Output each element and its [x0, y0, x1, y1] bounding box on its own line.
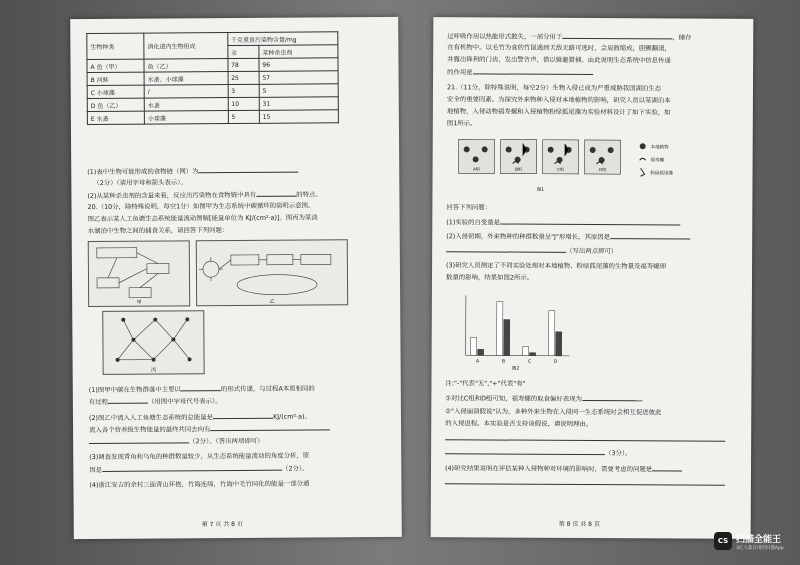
chart-bar — [471, 337, 477, 355]
chart-bar — [478, 349, 484, 355]
fig-label-jia: 甲 — [136, 299, 142, 306]
q1-text: (1)表中生物可能形成的食物链（网）为 — [87, 166, 298, 176]
header-hg: 汞 — [227, 45, 258, 58]
chart-bar — [504, 320, 510, 356]
a4-blank — [445, 477, 725, 487]
q20c-line2: 因是 （2分）。 — [89, 464, 309, 475]
row-hg: 78 — [228, 58, 259, 71]
c2-line3: （3分）。 — [445, 447, 631, 457]
row-id: A — [90, 63, 95, 71]
r3: 并露出锋利的门齿，发出警告声，借以躲避猎捕。由此说明生态系统中信息传递 — [447, 55, 671, 65]
chart-bar — [523, 347, 529, 356]
r1: 过呼吸作用以热能形式散失，一部分用于 ，储存 — [447, 32, 692, 42]
c2-line1: ②"入侵崩溃假说"认为，多种外来生物在入侵同一生态系统时会相互促进彼此 — [445, 407, 662, 417]
header-species: 生物种类 — [87, 33, 144, 59]
chart-tick-label: A — [475, 359, 480, 365]
chart-tick-label: B — [501, 359, 506, 365]
fig1-label: 图1 — [536, 187, 545, 193]
q20-line2: 图乙表示某人工鱼塘生态系统能量流动图解[能量单位为 KJ/(cm²·a)]。图丙为某淡 — [87, 213, 318, 224]
energy-flow-figure — [196, 239, 348, 306]
q20-line3: 水湖泊中生物之间的捕食关系，请回答下列问题： — [87, 226, 229, 236]
row-hg: 5 — [228, 110, 259, 123]
note: 注:"-"代表"无","+"代表"有" — [445, 379, 526, 388]
result-chart-figure-2 — [456, 285, 576, 372]
legend-plant: 本地植物 — [650, 145, 669, 151]
q20b-line1: (2)图乙中流入人工鱼塘生态系统的总能量是 KJ/(cm²·a)。 — [88, 412, 311, 423]
q21-line1: 21.（11分，除特殊说明，每空2分）生物入侵已成为严重威胁我国湖泊生态 — [446, 83, 662, 93]
group-b: B组 — [515, 166, 522, 172]
row-species: 河蚌 — [96, 76, 109, 84]
q20b-line3: （2分）。（答出两项即可） — [89, 436, 263, 446]
q20d-line1: (4)浙江安吉的余村三面青山环抱，竹海连绵，竹海中毛竹同化的能量一部分通 — [89, 479, 310, 490]
group-a: A组 — [473, 166, 480, 172]
group-c: C组 — [557, 166, 564, 172]
header-pollutant: 千克重鱼污染物含量/mg — [227, 32, 337, 46]
row-diet: 小球藻 — [144, 111, 228, 125]
table-row — [87, 110, 338, 125]
fig-label-yi: 乙 — [269, 298, 275, 305]
scanner-name: 扫描全能王 — [736, 535, 782, 545]
chart-tick-label: C — [527, 359, 532, 365]
r2: 在有机物中。以毛竹为食的竹鼠遇到天敌无路可逃时，会肩鼓缩成，胆颤翻滚， — [447, 43, 671, 53]
left-page — [70, 17, 402, 539]
group-d: D组 — [599, 167, 607, 173]
a1: (1)实验的自变量是 — [446, 217, 680, 227]
row-id: E — [90, 115, 95, 123]
q2-text: (2)从某种杀虫剂的含量来看，反应出污染物在食物链中具有 的特点。 — [87, 190, 322, 201]
right-footer: 第 8 页 共 8 页 — [558, 520, 600, 529]
experiment-figure-1 — [456, 135, 726, 196]
row-diet: / — [144, 85, 228, 99]
scanner-tagline: 3亿人都在用的扫描App — [736, 546, 784, 551]
row-species: 鱼（乙） — [97, 102, 122, 110]
row-pest: 57 — [259, 71, 338, 85]
fig2-label: 图2 — [511, 366, 520, 372]
q20a-line1: (1)图甲中碳在生物群落中主要以 的形式传递，与过程A本质相同的 — [88, 384, 315, 395]
chart-tick-label: D — [553, 359, 558, 365]
q21-line4: 图1所示。 — [446, 119, 477, 128]
q21-line2: 安全的重要因素。为探究外来物种入侵对本地植物的影响，研究人员以某湖泊本 — [446, 95, 671, 105]
row-diet: 水蚤 — [144, 98, 228, 112]
legend-snail: 福寿螺 — [650, 158, 665, 164]
row-pest: 5 — [259, 84, 338, 98]
a3-line1: (3)研究人员测定了不同实验处理对本地植物、粉绿狐尾藻的生物量及福寿螺卵 — [446, 261, 667, 271]
carbon-cycle-figure — [88, 240, 190, 307]
row-pest: 15 — [259, 110, 338, 124]
row-id: D — [90, 102, 96, 110]
legend-alga: 粉绿狐尾藻 — [650, 171, 674, 177]
row-diet: 水蚤、小球藻 — [144, 72, 228, 86]
q20a-line2: 有过程 （用图中字母代号表示）。 — [88, 397, 222, 407]
q20-line1: 20.（10分，除特殊说明，每空1分）如图甲为生态系统中碳循环的简明示意图。 — [87, 201, 315, 212]
answer-intro: 回答下列问题： — [446, 203, 492, 212]
row-pest: 31 — [259, 97, 338, 111]
row-id: C — [90, 89, 95, 97]
q1-score: （2分）（请用字母和箭头表示）。 — [93, 178, 187, 187]
a4-line1: (4)研究结果说明在评估某种入侵物种对环境的影响时，需要考虑的问题是 — [445, 463, 682, 473]
row-diet: 鱼（乙） — [144, 59, 228, 73]
right-page — [431, 17, 754, 539]
left-footer: 第 7 页 共 8 页 — [201, 520, 243, 529]
chart-bar — [549, 311, 555, 356]
row-species: 鱼（甲） — [96, 63, 121, 71]
c2-line2: 的入侵进程。本实验是否支持该假说，请说明理由。 — [445, 419, 593, 429]
scanner-logo-icon: CS — [714, 532, 732, 550]
chart-bar — [497, 302, 503, 356]
a3-line2: 数量的影响，结果如图2所示。 — [445, 273, 534, 282]
row-hg: 10 — [228, 97, 259, 110]
row-hg: 3 — [228, 84, 259, 97]
row-hg: 25 — [228, 71, 259, 84]
chart-bar — [530, 353, 536, 356]
pollution-table — [86, 31, 339, 125]
c1: ①对比C组和D组可知，福寿螺的取食偏好表现为 — [445, 393, 642, 403]
row-id: B — [90, 76, 95, 84]
header-diet: 消化道内生物组成 — [144, 33, 228, 60]
r4: 的作用是 — [447, 67, 593, 77]
chart-bar — [556, 332, 562, 356]
row-pest: 96 — [259, 58, 338, 72]
q21-line3: 地植物，入侵动物福寿螺和入侵植物粉绿狐尾藻为实验材料设计了如下实验，如 — [446, 107, 671, 117]
c2-blank — [445, 433, 725, 443]
food-web-figure — [102, 310, 204, 375]
a2: (2)入侵初期，外来物种的种群数量呈"J"形增长，其原因是 — [446, 231, 690, 241]
row-species: 小球藻 — [96, 89, 115, 97]
q20c-line1: (3)调查发现青鱼和乌龟的种群数量较少，从生态系统能量流动的角度分析，原 — [89, 451, 310, 462]
row-species: 水蚤 — [96, 115, 109, 123]
header-pesticide: 某种杀虫剂 — [259, 45, 338, 59]
a2b: （写出两点即可） — [446, 245, 617, 255]
q20b-line2: 流入各个营养级生物能量的最终共同去向有 — [89, 423, 330, 434]
scanner-watermark — [712, 530, 800, 560]
fig-label-bing: 丙 — [151, 367, 157, 374]
